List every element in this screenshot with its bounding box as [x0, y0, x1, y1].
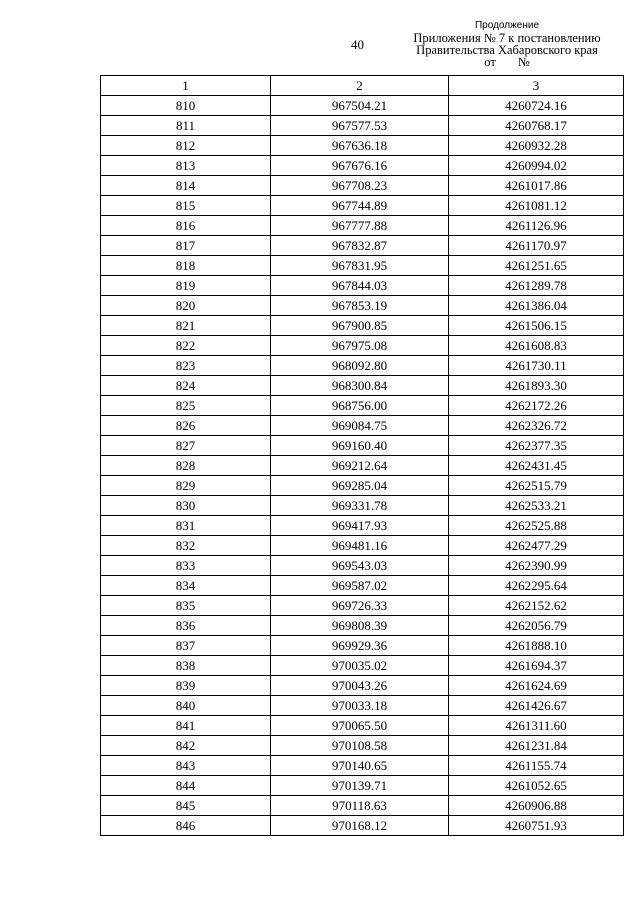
- x-coordinate-cell: 967636.18: [271, 136, 449, 156]
- y-coordinate-cell: 4261608.83: [449, 336, 624, 356]
- y-coordinate-cell: 4262295.64: [449, 576, 624, 596]
- date-label: от: [484, 55, 496, 69]
- point-number-cell: 846: [101, 816, 271, 836]
- x-coordinate-cell: 967504.21: [271, 96, 449, 116]
- table-row: [101, 656, 624, 676]
- x-coordinate-cell: 969417.93: [271, 516, 449, 536]
- y-coordinate-cell: 4261251.65: [449, 256, 624, 276]
- y-coordinate-cell: 4261155.74: [449, 756, 624, 776]
- y-coordinate-cell: 4261893.30: [449, 376, 624, 396]
- x-coordinate-cell: 967900.85: [271, 316, 449, 336]
- y-coordinate-cell: 4262326.72: [449, 416, 624, 436]
- point-number-cell: 815: [101, 196, 271, 216]
- table-row: [101, 636, 624, 656]
- point-number-cell: 820: [101, 296, 271, 316]
- point-number-cell: 817: [101, 236, 271, 256]
- point-number-cell: 833: [101, 556, 271, 576]
- point-number-cell: 823: [101, 356, 271, 376]
- table-row: [101, 516, 624, 536]
- x-coordinate-cell: 967832.87: [271, 236, 449, 256]
- y-coordinate-cell: 4261426.67: [449, 696, 624, 716]
- table-row: [101, 256, 624, 276]
- x-coordinate-cell: 969808.39: [271, 616, 449, 636]
- point-number-cell: 838: [101, 656, 271, 676]
- y-coordinate-cell: 4260932.28: [449, 136, 624, 156]
- point-number-cell: 826: [101, 416, 271, 436]
- point-number-cell: 836: [101, 616, 271, 636]
- table-row: [101, 736, 624, 756]
- y-coordinate-cell: 4262515.79: [449, 476, 624, 496]
- y-coordinate-cell: 4262477.29: [449, 536, 624, 556]
- table-row: [101, 416, 624, 436]
- point-number-cell: 834: [101, 576, 271, 596]
- y-coordinate-cell: 4261289.78: [449, 276, 624, 296]
- point-number-cell: 841: [101, 716, 271, 736]
- x-coordinate-cell: 970139.71: [271, 776, 449, 796]
- x-coordinate-cell: 970118.63: [271, 796, 449, 816]
- table-row: [101, 156, 624, 176]
- x-coordinate-cell: 970168.12: [271, 816, 449, 836]
- x-coordinate-cell: 967676.16: [271, 156, 449, 176]
- table-row: [101, 616, 624, 636]
- x-coordinate-cell: 969543.03: [271, 556, 449, 576]
- y-coordinate-cell: 4261506.15: [449, 316, 624, 336]
- table-row: [101, 816, 624, 836]
- table-row: [101, 276, 624, 296]
- table-row: [101, 436, 624, 456]
- point-number-cell: 837: [101, 636, 271, 656]
- point-number-cell: 825: [101, 396, 271, 416]
- y-coordinate-cell: 4261694.37: [449, 656, 624, 676]
- continuation-label: Продолжение: [474, 20, 540, 31]
- x-coordinate-cell: 969212.64: [271, 456, 449, 476]
- point-number-cell: 831: [101, 516, 271, 536]
- table-row: [101, 176, 624, 196]
- point-number-cell: 829: [101, 476, 271, 496]
- point-number-cell: 810: [101, 96, 271, 116]
- y-coordinate-cell: 4262172.26: [449, 396, 624, 416]
- date-number-line: [392, 56, 622, 68]
- y-coordinate-cell: 4261231.84: [449, 736, 624, 756]
- point-number-cell: 811: [101, 116, 271, 136]
- point-number-cell: 828: [101, 456, 271, 476]
- point-number-cell: 814: [101, 176, 271, 196]
- y-coordinate-cell: 4262377.35: [449, 436, 624, 456]
- x-coordinate-cell: 969084.75: [271, 416, 449, 436]
- y-coordinate-cell: 4261730.11: [449, 356, 624, 376]
- table-header-row: [101, 76, 624, 96]
- y-coordinate-cell: 4261624.69: [449, 676, 624, 696]
- point-number-cell: 812: [101, 136, 271, 156]
- x-coordinate-cell: 970140.65: [271, 756, 449, 776]
- x-coordinate-cell: 969726.33: [271, 596, 449, 616]
- y-coordinate-cell: 4262152.62: [449, 596, 624, 616]
- y-coordinate-cell: 4261126.96: [449, 216, 624, 236]
- x-coordinate-cell: 967844.03: [271, 276, 449, 296]
- y-coordinate-cell: 4262431.45: [449, 456, 624, 476]
- x-coordinate-cell: 967975.08: [271, 336, 449, 356]
- table-row: [101, 336, 624, 356]
- y-coordinate-cell: 4262056.79: [449, 616, 624, 636]
- table-row: [101, 396, 624, 416]
- page-number: 40: [351, 37, 364, 52]
- y-coordinate-cell: 4260994.02: [449, 156, 624, 176]
- table-row: [101, 536, 624, 556]
- x-coordinate-cell: 969587.02: [271, 576, 449, 596]
- table-row: [101, 596, 624, 616]
- y-coordinate-cell: 4261170.97: [449, 236, 624, 256]
- table-row: [101, 576, 624, 596]
- table-row: [101, 236, 624, 256]
- x-coordinate-cell: 967708.23: [271, 176, 449, 196]
- x-coordinate-cell: 970043.26: [271, 676, 449, 696]
- point-number-cell: 818: [101, 256, 271, 276]
- point-number-cell: 827: [101, 436, 271, 456]
- table-row: [101, 296, 624, 316]
- x-coordinate-cell: 970108.58: [271, 736, 449, 756]
- table-row: [101, 756, 624, 776]
- number-label: №: [517, 55, 530, 69]
- x-coordinate-cell: 967853.19: [271, 296, 449, 316]
- y-coordinate-cell: 4261888.10: [449, 636, 624, 656]
- point-number-cell: 832: [101, 536, 271, 556]
- table-row: [101, 316, 624, 336]
- table-row: [101, 716, 624, 736]
- y-coordinate-cell: 4262390.99: [449, 556, 624, 576]
- x-coordinate-cell: 970065.50: [271, 716, 449, 736]
- x-coordinate-cell: 969481.16: [271, 536, 449, 556]
- table-row: [101, 476, 624, 496]
- y-coordinate-cell: 4262533.21: [449, 496, 624, 516]
- table-row: [101, 356, 624, 376]
- point-number-cell: 824: [101, 376, 271, 396]
- point-number-cell: 835: [101, 596, 271, 616]
- table-row: [101, 456, 624, 476]
- x-coordinate-cell: 968092.80: [271, 356, 449, 376]
- point-number-cell: 819: [101, 276, 271, 296]
- y-coordinate-cell: 4260906.88: [449, 796, 624, 816]
- table-row: [101, 196, 624, 216]
- x-coordinate-cell: 967577.53: [271, 116, 449, 136]
- x-coordinate-cell: 967777.88: [271, 216, 449, 236]
- point-number-cell: 839: [101, 676, 271, 696]
- y-coordinate-cell: 4261081.12: [449, 196, 624, 216]
- table-row: [101, 216, 624, 236]
- column-header-1: 1: [101, 76, 271, 96]
- x-coordinate-cell: 967744.89: [271, 196, 449, 216]
- column-header-3: 3: [449, 76, 624, 96]
- point-number-cell: 844: [101, 776, 271, 796]
- y-coordinate-cell: 4260768.17: [449, 116, 624, 136]
- table-row: [101, 796, 624, 816]
- point-number-cell: 830: [101, 496, 271, 516]
- table-row: [101, 116, 624, 136]
- column-header-2: 2: [271, 76, 449, 96]
- y-coordinate-cell: 4261386.04: [449, 296, 624, 316]
- point-number-cell: 840: [101, 696, 271, 716]
- table-row: [101, 136, 624, 156]
- table-row: [101, 556, 624, 576]
- x-coordinate-cell: 967831.95: [271, 256, 449, 276]
- y-coordinate-cell: 4261052.65: [449, 776, 624, 796]
- appendix-line: Приложения № 7 к постановлению: [413, 31, 601, 45]
- point-number-cell: 845: [101, 796, 271, 816]
- x-coordinate-cell: 969331.78: [271, 496, 449, 516]
- y-coordinate-cell: 4260751.93: [449, 816, 624, 836]
- x-coordinate-cell: 968300.84: [271, 376, 449, 396]
- x-coordinate-cell: 969160.40: [271, 436, 449, 456]
- y-coordinate-cell: 4261017.86: [449, 176, 624, 196]
- coordinates-table: [100, 75, 624, 836]
- table-row: [101, 96, 624, 116]
- table-body: [101, 96, 624, 836]
- point-number-cell: 813: [101, 156, 271, 176]
- x-coordinate-cell: 969285.04: [271, 476, 449, 496]
- table-row: [101, 496, 624, 516]
- x-coordinate-cell: 970033.18: [271, 696, 449, 716]
- point-number-cell: 843: [101, 756, 271, 776]
- y-coordinate-cell: 4261311.60: [449, 716, 624, 736]
- x-coordinate-cell: 970035.02: [271, 656, 449, 676]
- y-coordinate-cell: 4260724.16: [449, 96, 624, 116]
- government-line: Правительства Хабаровского края: [416, 43, 598, 57]
- point-number-cell: 842: [101, 736, 271, 756]
- point-number-cell: 821: [101, 316, 271, 336]
- table-row: [101, 376, 624, 396]
- y-coordinate-cell: 4262525.88: [449, 516, 624, 536]
- point-number-cell: 816: [101, 216, 271, 236]
- x-coordinate-cell: 968756.00: [271, 396, 449, 416]
- table-row: [101, 676, 624, 696]
- document-header: [392, 20, 622, 68]
- point-number-cell: 822: [101, 336, 271, 356]
- table-row: [101, 696, 624, 716]
- x-coordinate-cell: 969929.36: [271, 636, 449, 656]
- table-row: [101, 776, 624, 796]
